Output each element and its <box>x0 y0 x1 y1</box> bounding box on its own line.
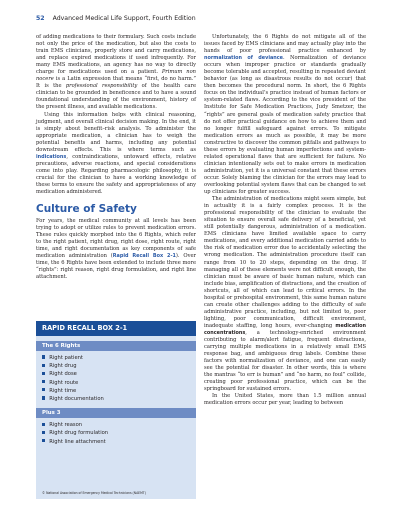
plus-list <box>36 421 196 446</box>
left-column <box>36 34 196 282</box>
list-item: Right time <box>42 387 196 395</box>
box-subheading: The 6 Rights <box>36 341 196 351</box>
square-bullet-icon <box>42 372 45 375</box>
list-item: Right reason <box>42 421 196 429</box>
square-bullet-icon <box>42 431 45 434</box>
right-column <box>204 34 366 407</box>
paragraph: For years, the medical community at all levels has been trying to adopt or utilize rules to prevent medication errors. These rules quickly morphed into the 6 Rights, which refer to the right patient, right drug, right dose, right route, right time, and right documentation as key components of safe medication administration (Rapid Recall Box 2-1). Over time, the 6 Rights have been extended to include three more “rights”: right reason, right drug formulation, and right line attachment. <box>36 218 196 281</box>
page-header <box>36 15 196 25</box>
key-term: normalization of deviance <box>204 55 283 62</box>
square-bullet-icon <box>42 423 45 426</box>
list-item: Right documentation <box>42 395 196 403</box>
book-title: Advanced Medical Life Support, Fourth Edition <box>52 15 196 22</box>
list-item: Right route <box>42 379 196 387</box>
paragraph: Using this information helps with clinical reasoning, judgment, and overall clinical decision making. In the end, it is simply about benefit–risk analysis. To administer the appropriate medication, a clinician has to weigh the potential benefits and harms, including any potential downstream effects. This is where terms such as indications, contraindications, untoward effects, relative precautions, adverse reactions, and special considerations come into play. Regarding pharmacologic philosophy, it is crucial for the clinician to have a working knowledge of these terms to ensure the safety and appropriateness of any medication administered. <box>36 111 196 196</box>
paragraph: of adding medications to their formulary. Such costs include not only the price of the medication, but also the costs to train EMS clinicians, properly store and carry medications, and replace expired medications if used infrequently. For many EMS medications, an agency has no way to directly charge for medications used on a patient. Primum non nocere is a Latin expression that means “first, do no harm.” It is the professional responsibility of the health care clinician to be grounded in beneficence and to have a sound foundational understanding of the environment, history of the present illness, and available medications. <box>36 34 196 111</box>
rapid-recall-box <box>36 321 196 499</box>
box-reference-link[interactable]: Rapid Recall Box 2-1 <box>112 253 176 260</box>
key-term: medication concentrations <box>204 322 366 336</box>
rights-list <box>36 354 196 403</box>
list-item: Right line attachment <box>42 438 196 446</box>
square-bullet-icon <box>42 364 45 367</box>
square-bullet-icon <box>42 439 45 442</box>
paragraph: Unfortunately, the 6 Rights do not mitigate all of the issues faced by EMS clinicians and may actually play into the hands of poor professional practice enhanced by normalization of deviance. Normalization of deviance occurs when improper practice or standards gradually become tolerable and accepted, resulting in repeated deviant behavior (as long as disastrous results do not occur) that then becomes the procedural norm. In short, the 6 Rights focus on the individual’s practice instead of human factors or system-related flaws. According to the vice president of the Institute for Safe Medication Practices, Judy Smetzer, the “rights” are general goals of medication safety practice that do not offer practical guidance on how to achieve them and no longer fulfill safeguard against errors. To mitigate medication errors as much as possible, it may be more constructive to discover the common pitfalls and pathways to these errors by evaluating human imperfections and system-related operational flaws that are sufficient for failure. No clinician intentionally sets out to make errors in medication administration, yet it is a universal constant that these errors occur. Solely blaming the clinician for the errors may lead to overlooking potential system flaws that can be changed to set up clinicians for greater success. <box>204 34 366 196</box>
list-item: Right patient <box>42 354 196 362</box>
box-subheading: Plus 3 <box>36 408 196 418</box>
section-heading: Culture of Safety <box>36 203 137 216</box>
square-bullet-icon <box>42 355 45 358</box>
square-bullet-icon <box>42 396 45 399</box>
copyright-note: © National Association of Emergency Medical Technicians (NAEMT) <box>42 491 146 495</box>
square-bullet-icon <box>42 388 45 391</box>
list-item: Right dose <box>42 370 196 378</box>
list-item: Right drug <box>42 362 196 370</box>
latin-phrase: Primum non nocere <box>36 69 196 83</box>
page-number: 52 <box>36 15 45 22</box>
emphasis-text: professional responsibility <box>65 83 138 90</box>
key-term: indications <box>36 153 67 160</box>
square-bullet-icon <box>42 380 45 383</box>
box-title: RAPID RECALL BOX 2-1 <box>36 321 196 336</box>
paragraph: The administration of medications might seem simple, but in actuality it is a fairly complex process. It is the professional responsibility of the clinician to evaluate the situation to ensure overall safe delivery of a beneficial, yet still potentially dangerous, administration of a medication. EMS clinicians have limited available space to carry medications, and every additional medication carried adds to the risk of medication error due to accidentally selecting the wrong medication. The administration procedure itself can range from 10 to 20 steps, depending on the drug. If managing all of these elements were not difficult enough, the clinician must be aware of basic human nature, which can include bias, amplification of distractions, and the creation of shortcuts, all of which can lead to critical errors. In the hospital or prehospital environment, this same human nature can create other challenges adding to the difficulty of safe administrative practice, including, but not limited to, poor lighting, poor communication, difficult environment, inadequate staffing, long hours, ever-changing medication concentrations, a technology-enriched environment contributing to alarm/alert fatigue, frequent distractions, carrying multiple medications in a relatively small EMS response bag, and ambiguous drug labels. Combine these factors with normalization of deviance, and one can easily see the potential for disaster. In other words, this is where the mantras “to err is human” and “no harm, no foul” collide, creating poor professional practice, which can be the springboard for sustained errors. <box>204 196 366 393</box>
paragraph: In the United States, more than 1.5 million annual medication errors occur per year, leading to between <box>204 393 366 407</box>
list-item: Right drug formulation <box>42 429 196 437</box>
